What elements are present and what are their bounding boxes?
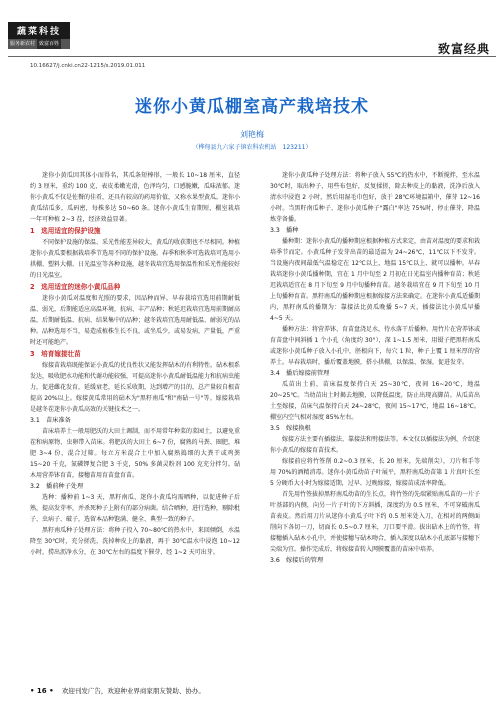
section-heading: 3.3 播种	[270, 227, 299, 234]
body-paragraph: 苗床培养土一般用肥沃的大田土调制，而不用常年种菜的菜园土，以避免重茬和病原物、虫卵带入苗床。将肥沃的大田土 6~7 份，腐熟的马粪、圈肥，堆肥 3~4 份，混合过筛。每立方米混合土中加入腐熟捣细的大粪干或鸡粪 15~20 千克，氮磷钾复合肥 3 千克，50% 多菌灵粉剂 100 克充分拌匀。砧木用营养钵育苗，接穗苗用育苗盘育苗。	[30, 428, 241, 479]
body-paragraph: 播种方法：将营养钵、育苗盘浇足水，待水落干后播种。用竹片在营养钵或育苗盘中间斜插 1 个小孔（角度约 30°），深 1~1.5 厘米，用镊子把黑籽南瓜或迷你小黄瓜种子放入小孔中，胚根向下，每穴 1 粒，种子上覆 1 厘米厚的营养土。早春栽培时，播后覆盖地膜，搭小拱棚，以保温、保湿，促进发芽。	[270, 326, 481, 366]
body-paragraph: 迷你小黄瓜对温度和光照的要求，因品种而异。早春栽培宜选用前期耐低温、弱光，后期能适应高温环境，抗病、丰产品种；秋延迟栽培宜选用前期耐高温，后期耐低温、抗病、结果集中的品种；越冬栽培宜选用耐低温、耐弱光的品种。品种选用不当，易造成植株生长不良，或坐瓜少，或易发病，产量低，严重时还可能绝产。	[30, 295, 241, 346]
section-heading: 3.4 播后嫁接前管理	[270, 370, 330, 377]
author-affiliation: （桦甸县九六家子镇农科农机站 123211）	[192, 144, 312, 151]
journal-tagline	[8, 39, 70, 49]
article-title: 迷你小黄瓜棚室高产栽培技术	[135, 97, 369, 117]
body-paragraph: 播种期：迷你小黄瓜的播种期应根据种植方式来定，由苗对温度的要求和栽培季节而定。小黄瓜种子发芽出苗的最适温为 24~26℃，11℃以下不发芽。当设施内夜间最低气温稳定在 12℃以上，地温 15℃以上，就可以播种。早春栽培迷你小黄瓜播种期，宜在 1 月中旬至 2 月初在日光温室内播种育苗；秋延迟栽培适宜在 8 月下旬至 9 月中旬播种育苗。越冬栽培宜在 9 月下旬至 10 月上旬播种育苗。黑籽南瓜的播种期应根据嫁接方法来确定。在迷你小黄瓜适播期内，黑籽南瓜的播期为：靠接法比黄瓜晚播 5~7 天，插接法比小黄瓜早播 4~5 天。	[270, 238, 481, 322]
body-paragraph: 不同保护设施的保温、采光性能差异较大，黄瓜的收获期也不尽相同。种植迷你小黄瓜要根据栽培季节选用不同的保护设施。春季和秋季可选栽培可选用小拱棚、塑料大棚、日光温室等各种设施，越冬栽培宜选用保温性和采光性能较好的日光温室。	[30, 239, 241, 279]
header-rule	[8, 56, 496, 57]
body-paragraph: 黑籽南瓜种子处理方法：将种子投入 70~80℃的热水中，来回倾倒，水温降至 30℃时，充分搓洗，洗掉种皮上的黏液，再于 30℃温水中浸泡 10~12 小时，捞出沥净水分，在 30℃左右的温度下催芽，经 1~2 天可出芽。	[30, 527, 240, 556]
body-paragraph: 嫁接苗栽培既能保证小黄瓜的优良性状又能发挥砧木的有利特性。砧木根系发达，吸收肥水功能和代谢功能较强，可提高迷你小黄瓜耐低温能力和抗病虫能力，促进雌花发育，延缓衰老，延长采收期，达到增产的目的，总产量较自根苗提高 20%以上。嫁接黄瓜常用的砧木为"黑籽南瓜"和"南砧一号"等。嫁接栽培是越冬茬迷你小黄瓜高效的关键技术之一。	[30, 362, 241, 413]
section-heading: 3.1 苗床准备	[30, 417, 71, 424]
body-column-right	[270, 170, 480, 566]
body-column-left	[30, 170, 240, 558]
doi-line: 10.16627/j.cnki.cn22-1215/s.2019.01.011	[30, 63, 146, 69]
page-footer	[30, 686, 205, 695]
section-heading: 3.5 嫁接换根	[270, 425, 311, 432]
body-paragraph: 嫁接方法主要有插接法、靠接法和劈接法等。本文仅以插接法为例，介绍迷你小黄瓜的嫁接育苗技术。	[270, 436, 481, 454]
page-number: • 16 •	[30, 687, 54, 695]
footer-slogan: 欢迎刊发广告，欢迎种业界商家朋友赞助、协办。	[61, 687, 205, 695]
body-paragraph: 嫁接前应将竹签削 0.2~0.3 厘米，长 20 厘米，先端削尖），刀片和手等用 70%的酒精消毒。迷你小黄瓜幼苗子叶展平，黑籽南瓜幼苗第 1 片真叶长至 5 分硬币大小时为嫁接适期，过早、过晚嫁接，嫁接苗成活率降低。	[270, 458, 480, 487]
tagline-part: 服务新农村	[10, 41, 36, 47]
body-paragraph: 选种：播种前 1~3 天，黑籽南瓜、迷你小黄瓜均需晒种，以促进种子后熟，提高发芽率，并杀死种子上附有的部分病菌。结合晒种，进行选种，剔除秕子、虫病子、破子，选留本品种饱满、健全、典型一致的种子。	[30, 494, 241, 523]
body-paragraph: 迷你小黄瓜因其体小而得名，其瓜条短棒形，一般长 10~18 厘米，直径约 3 厘米，重约 100 克，表皮柔嫩光滑，色泽均匀，口感脆嫩，瓜味浓郁。迷你小黄瓜不仅是佐餐的佳肴，还具有较高的药用价值，又称水果型黄瓜。迷你小黄瓜结瓜多，瓜码密，每株多达 50~60 条。迷你小黄瓜生育期短，棚室栽培一年可种植 2~3 茬，经济效益显著。	[30, 172, 241, 223]
journal-masthead	[8, 22, 70, 49]
section-heading: 3.2 播前种子处理	[30, 483, 84, 490]
body-paragraph: 瓜苗出土前，苗床温度保持白天 25~30℃，夜间 16~20℃，地温 20~25℃。当幼苗出土时揭去地膜，以降低温度，防止出现高脚苗。从瓜苗出土至嫁接，苗床气温保持白天 24~28℃，夜间 15~17℃，地温 16~18℃。棚室内空气相对湿度 85%左右。	[270, 381, 480, 421]
section-heading: 3 培育嫁接壮苗	[30, 350, 81, 358]
section-heading: 1 选用适宜的保护设施	[30, 227, 101, 235]
section-heading: 3.6 嫁接后的管理	[270, 557, 324, 564]
journal-name: 蔬菜科技	[8, 22, 70, 39]
body-paragraph: 首先用竹签拔掉黑籽南瓜幼苗的生长点，将竹签的先端紧贴南瓜苗的一片子叶基部的内侧，向另一片子叶的下方斜插，深度约为 0.5 厘米，不可穿破南瓜苗表皮。然后用刀片从迷你小黄瓜子叶下约 0.5 厘米处入刀，在相对的两侧面削向下各切一刀，切面长 0.5~0.7 厘米，刀口要平滑。拔出砧木上的竹签，将接穗插入砧木小孔中，并使接穗与砧木吻合，插入深度以砧木小孔底部与接穗下尖端为宜。操作完成后，将嫁接苗转入网膜覆盖的苗床中培养。	[270, 491, 481, 553]
body-paragraph: 迷你小黄瓜种子处理方法：将种子放入 55℃的热水中，不断搅拌，至水温 30℃时，取出种子，用些布包好，反复揉搓，除去种皮上的黏液，洗净后放入清水中浸泡 2 小时，然后用湿毛巾包好，放于 28℃环境温箱中，催芽 12~16 小时。当黑籽南瓜种子、迷你小黄瓜种子"露白"率达 75%时，停止催芽，降温炼芽备播。	[270, 172, 480, 223]
article-author: 刘艳梅	[240, 130, 264, 139]
section-heading: 2 选用适宜的迷你小黄瓜品种	[30, 283, 121, 291]
page-header	[0, 0, 504, 58]
tagline-part: 致富百姓	[39, 41, 60, 47]
column-name: 致富经典	[437, 42, 490, 56]
